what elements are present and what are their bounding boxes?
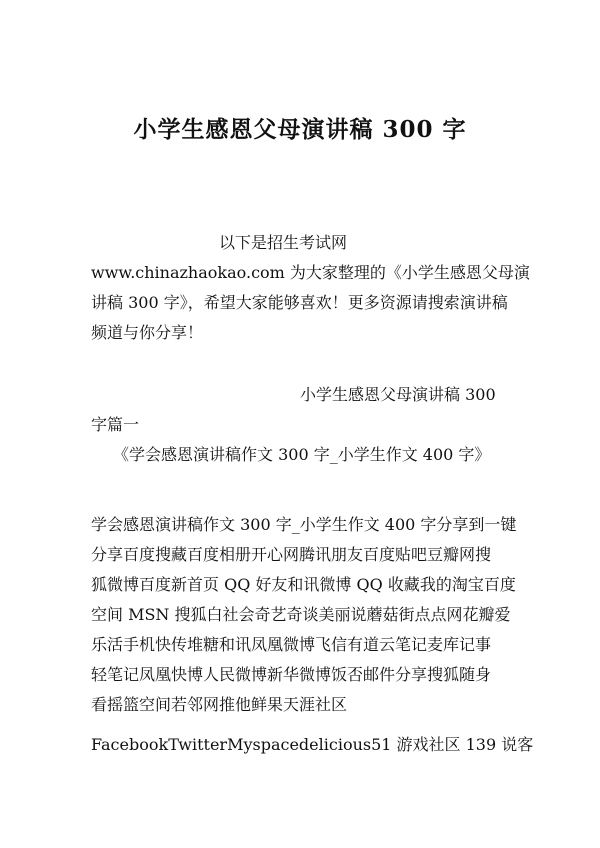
- body-line: FacebookTwitterMyspacedelicious51 游戏社区 139 说客: [91, 735, 534, 754]
- body-line: 轻笔记凤凰快博人民微博新华微博饭否邮件分享搜狐随身: [91, 665, 492, 684]
- body-line: 狐微博百度新首页 QQ 好友和讯微博 QQ 收藏我的淘宝百度: [91, 575, 516, 594]
- intro-line-4: 频道与你分享！: [91, 323, 204, 342]
- intro-line-1: 以下是招生考试网: [219, 233, 348, 252]
- body-line: 乐活手机快传堆糖和讯凤凰微博飞信有道云笔记麦库记事: [91, 635, 492, 654]
- intro-line-3: 讲稿 300 字》，希望大家能够喜欢！更多资源请搜索演讲稿: [91, 293, 508, 312]
- section-heading-line-1: 小学生感恩父母演讲稿 300: [300, 385, 496, 404]
- body-line: 空间 MSN 搜狐白社会奇艺奇谈美丽说蘑菇街点点网花瓣爱: [91, 605, 511, 624]
- sub-title: 《学会感恩演讲稿作文 300 字_小学生作文 400 字》: [113, 445, 491, 464]
- intro-line-2: www.chinazhaokao.com 为大家整理的《小学生感恩父母演: [91, 263, 530, 282]
- body-line: 学会感恩演讲稿作文 300 字_小学生作文 400 字分享到一键: [91, 515, 517, 534]
- body-line: 分享百度搜藏百度相册开心网腾讯朋友百度贴吧豆瓣网搜: [91, 545, 492, 564]
- document-title: 小学生感恩父母演讲稿 300 字: [133, 116, 467, 143]
- section-heading-line-2: 字篇一: [91, 415, 140, 434]
- body-line: 看摇篮空间若邻网推他鲜果天涯社区: [91, 695, 348, 714]
